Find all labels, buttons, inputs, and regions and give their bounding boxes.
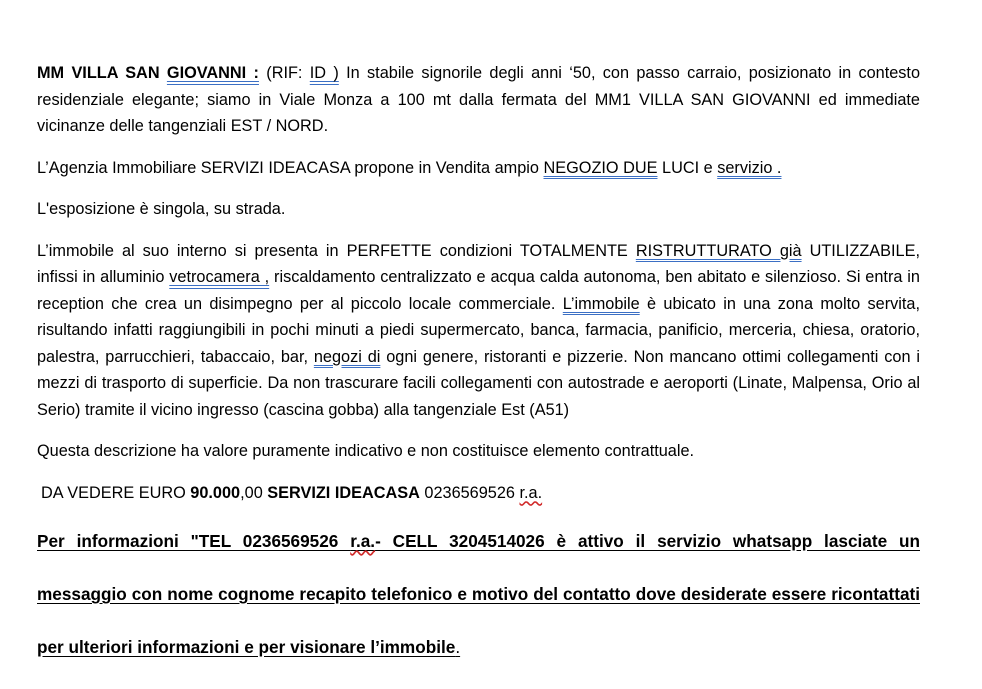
price-value: 90.000: [190, 483, 241, 502]
rif-label: (RIF:: [258, 64, 310, 82]
paragraph-disclaimer: Questa descrizione ha valore puramente indicativo e non costituisce elemento contrattuale.: [37, 442, 695, 460]
paragraph-description: L’immobile al suo interno si presenta in PERFETTE condizioni TOTALMENTE RISTRUTTURATO già UTILIZZABILE, infissi in alluminio vetrocamera , riscaldamento centralizzato e acqua calda autonoma, ben abitato e silenzioso. Si entra in reception che crea un disimpegno per al piccolo locale commerciale. L’immobile è ubicato in una zona molto servita, risultando infatti raggiungibili in pochi minuti a piedi supermercato, banca, farmacia, panificio, merceria, chiesa, oratorio, palestra, parrucchieri, tabaccaio, bar, negozi di ogni genere, ristoranti e pizzerie. Non mancano ottimi collegamenti con i mezzi di trasporto di superficie. Da non trascurare facili collegamenti con autostrade e aeroporti (Linate, Malpensa, Orio al Serio) tramite il vicino ingresso (cascina gobba) alla tangenziale Est (A51): [37, 241, 920, 419]
intro-text: In stabile signorile degli anni ‘50, con passo carraio, posizionato in contesto residenziale elegante; siamo in Viale Monza a 100 mt dalla fermata del MM1 VILLA SAN GIOVANNI ed immediate vicinanze delle tangenziali EST / NORD.: [37, 64, 920, 135]
servizio-text: servizio .: [717, 158, 782, 177]
immobile-text: L’immobile: [562, 294, 640, 313]
contact-info: Per informazioni "TEL 0236569526 r.a.- CELL 3204514026 è attivo il servizio whatsapp lasciate un messaggio con nome cognome recapito telefonico e motivo del contatto dove desiderate essere ricontattati per ulteriori informazioni e per visionare l’immobile.: [37, 531, 920, 657]
title-location-underlined: GIOVANNI :: [166, 64, 259, 82]
paragraph-intro: [37, 60, 920, 140]
paragraph-offer: L’Agenzia Immobiliare SERVIZI IDEACASA propone in Vendita ampio NEGOZIO DUE LUCI e servizio .: [37, 158, 782, 177]
contact-period: .: [455, 637, 461, 657]
contact-ra-text: r.a.: [350, 531, 376, 551]
ra-text: r.a.: [519, 483, 543, 502]
negozi-di-text: negozi di: [313, 347, 381, 366]
title-location: MM VILLA SAN GIOVANNI :: [37, 64, 259, 82]
document-body: [37, 60, 920, 689]
negozio-due-text: NEGOZIO DUE: [543, 158, 658, 177]
rif-id: ID ): [309, 64, 339, 82]
agency-name: SERVIZI IDEACASA: [267, 483, 420, 502]
agency-phone: 0236569526: [419, 483, 520, 502]
vetrocamera-text: vetrocamera ,: [169, 268, 270, 286]
price-line: DA VEDERE EURO 90.000,00 SERVIZI IDEACASA 0236569526 r.a.: [41, 483, 543, 502]
ristrutturato-text: RISTRUTTURATO già: [635, 241, 802, 260]
paragraph-exposure: L'esposizione è singola, su strada.: [37, 200, 286, 218]
